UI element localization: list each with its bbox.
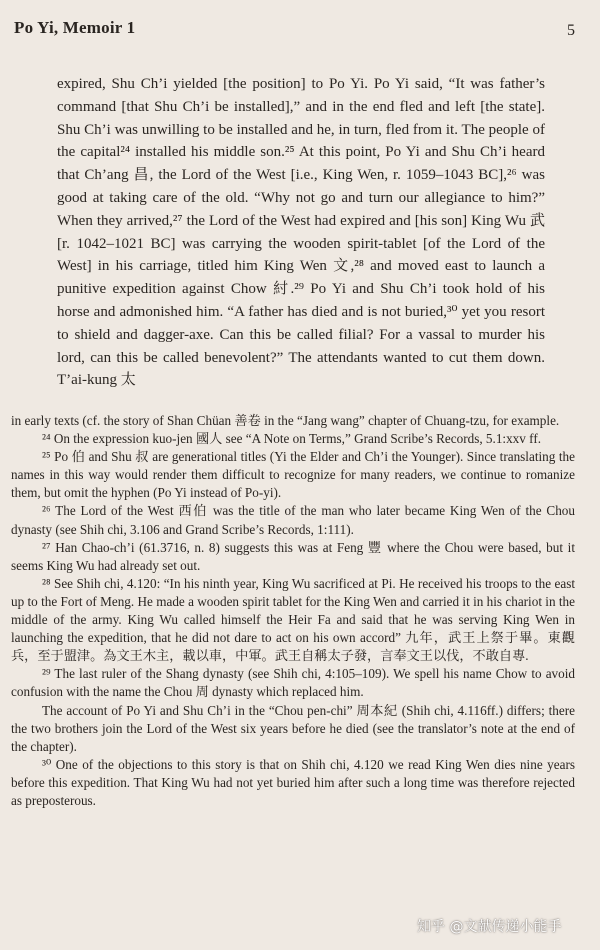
main-text <box>57 73 545 392</box>
footnote-28: ²⁸ See Shih chi, 4.120: “In his ninth year, King Wu sacrificed at Pi. He received his troops to the east up to the Fort of Meng. He made a wooden spirit tablet for the King Wen and carried it in his chariot in the middle of the army. King Wu called himself the Heir Fa and said that he was serving King Wen in launching the expedition, that he did not dare to act on his own accord” 九年，武王上祭于畢。東觀兵，至于盟津。為文王木主，載以車，中軍。武王自稱太子發，言奉文王以伐，不敢自專. <box>11 575 575 664</box>
watermark: 知乎 @文献传递小能手 <box>417 919 562 935</box>
footnote-25: ²⁵ Po 伯 and Shu 叔 are generational titles (Yi the Elder and Ch’i the Younger). Since translating the names in this way would render them difficult to recognize for many readers, we continue to romanize them, but omit the hyphen (Po Yi instead of Po-yi). <box>11 449 575 501</box>
footnote-27: ²⁷ Han Chao-ch’i (61.3716, n. 8) suggests this was at Feng 豐 where the Chou were based, but it seems King Wu had already set out. <box>11 539 575 573</box>
footnotes <box>11 412 575 810</box>
page-number: 5 <box>567 22 575 39</box>
footnote-29: ²⁹ The last ruler of the Shang dynasty (see Shih chi, 4:105–109). We spell his name Chow to avoid confusion with the name the Chou 周 dynasty which replaced him. <box>11 666 575 700</box>
footnote-30: ³⁰ One of the objections to this story is that on Shih chi, 4.120 we read King Wen dies nine years before this expedition. That King Wu had not yet buried him after such a long time was therefore rejected as preposterous. <box>11 756 575 808</box>
footnote-24: ²⁴ On the expression kuo-jen 國人 see “A Note on Terms,” Grand Scribe’s Records, 5.1:xxv ff. <box>42 431 542 447</box>
running-header-title: Po Yi, Memoir 1 <box>14 18 136 37</box>
footnote-continuation: in early texts (cf. the story of Shan Chüan 善卷 in the “Jang wang” chapter of Chuang-tzu, for example. <box>11 413 560 428</box>
footnote-26: ²⁶ The Lord of the West 西伯 was the title of the man who later became King Wen of the Chou dynasty (see Shih chi, 3.106 and Grand Scribe’s Records, 1:111). <box>11 503 575 537</box>
footnote-29-continued: The account of Po Yi and Shu Ch’i in the “Chou pen-chi” 周本紀 (Shih chi, 4.116ff.) differs; there the two brothers join the Lord of the West six years before he died (see the translator’s note at the end of the chapter). <box>11 702 575 754</box>
main-paragraph: expired, Shu Ch’i yielded [the position] to Po Yi. Po Yi said, “It was father’s command [that Shu Ch’i be installed],” and in the end fled and left [the state]. Shu Ch’i was unwilling to be installed and he, in turn, fled from it. The people of the capital²⁴ installed his middle son.²⁵ At this point, Po Yi and Shu Ch’i heard that Ch’ang 昌, the Lord of the West [i.e., King Wen, r. 1059–1043 BC],²⁶ was good at taking care of the old. “Why not go and turn our allegiance to him?” When they arrived,²⁷ the Lord of the West had expired and [his son] King Wu 武 [r. 1042–1021 BC] was carrying the wooden spirit-tablet [of the Lord of the West] in his carriage, titled him King Wen 文,²⁸ and moved east to launch a punitive expedition against Chow 紂.²⁹ Po Yi and Shu Ch’i took hold of his horse and admonished him. “A father has died and is not buried,³⁰ yet you resort to shield and dagger-axe. Can this be called filial? For a vassal to murder his lord, can this be called benevolent?” The attendants wanted to cut them down. T’ai-kung 太 <box>57 76 545 389</box>
